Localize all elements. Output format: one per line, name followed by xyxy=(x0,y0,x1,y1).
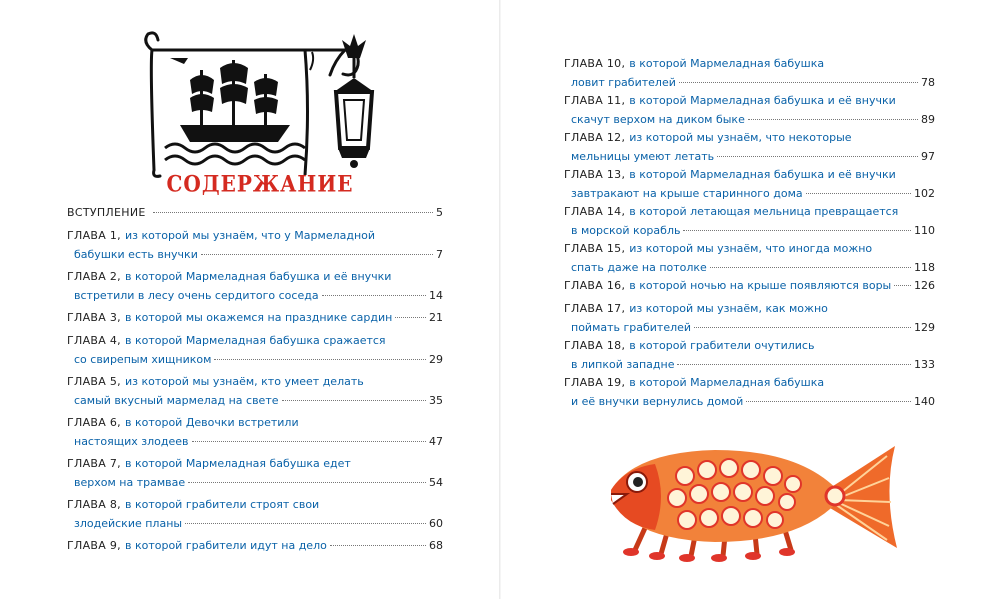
toc-entry-label: ГЛАВА 4, xyxy=(67,334,121,347)
toc-page-number: 126 xyxy=(914,279,935,292)
toc-entry[interactable] xyxy=(564,302,935,335)
toc-page-number: 102 xyxy=(914,187,935,200)
toc-entry-line xyxy=(67,457,443,471)
toc-entry-label: ГЛАВА 16, xyxy=(564,279,626,292)
toc-entry-label: ГЛАВА 9, xyxy=(67,539,121,552)
toc-entry-text: мельницы умеют летать xyxy=(571,150,715,163)
toc-entry-label: ГЛАВА 6, xyxy=(67,416,121,429)
toc-entry-text: в которой грабители очутились xyxy=(629,339,815,352)
dot-leader xyxy=(153,212,433,213)
toc-page-number: 29 xyxy=(429,353,443,366)
toc-entry-text: бабушки есть внучки xyxy=(74,248,198,261)
toc-entry-line xyxy=(67,206,443,220)
toc-entry-label: ГЛАВА 7, xyxy=(67,457,121,470)
toc-entry[interactable] xyxy=(67,539,443,553)
toc-entry-text: из которой мы узнаём, что некоторые xyxy=(629,131,852,144)
toc-entry-text: и её внучки вернулись домой xyxy=(571,395,744,408)
toc-entry-text: в которой Мармеладная бабушка едет xyxy=(124,457,351,470)
toc-page-number: 21 xyxy=(429,311,443,324)
toc-entry-label: ГЛАВА 2, xyxy=(67,270,121,283)
toc-entry-line xyxy=(67,416,443,430)
toc-entry[interactable] xyxy=(67,375,443,408)
toc-entry[interactable] xyxy=(67,311,443,325)
dot-leader xyxy=(683,230,911,231)
toc-entry-text: встретили в лесу очень сердитого соседа xyxy=(74,289,319,302)
toc-entry-line xyxy=(564,339,935,353)
toc-entry-label: ГЛАВА 5, xyxy=(67,375,121,388)
toc-entry-line xyxy=(564,242,935,256)
dot-leader xyxy=(806,193,911,194)
toc-entry-line xyxy=(67,539,443,553)
toc-entry-text: в которой грабители строят свои xyxy=(124,498,320,511)
toc-title: СОДЕРЖАНИЕ xyxy=(166,170,354,198)
toc-entry-line xyxy=(67,394,443,408)
toc-entry[interactable] xyxy=(67,498,443,531)
toc-entry-text: в которой Мармеладная бабушка xyxy=(629,57,825,70)
ship-sign-lantern-illustration xyxy=(140,30,390,180)
toc-entry[interactable] xyxy=(564,376,935,409)
toc-page-number: 140 xyxy=(914,395,935,408)
toc-page-number: 78 xyxy=(921,76,935,89)
toc-entry[interactable] xyxy=(67,229,443,262)
dot-leader xyxy=(322,295,426,296)
dot-leader xyxy=(746,401,911,402)
toc-entry-line xyxy=(564,395,935,409)
toc-entry-text: из которой мы узнаём, что иногда можно xyxy=(629,242,873,255)
toc-entry-text: в которой мы окажемся на празднике сардин xyxy=(124,311,393,324)
dot-leader xyxy=(188,482,426,483)
toc-page-number: 5 xyxy=(436,206,443,219)
toc-entry-text: в которой Девочки встретили xyxy=(124,416,299,429)
toc-entry-text: в которой Мармеладная бабушка и её внучки xyxy=(629,94,896,107)
toc-entry-line xyxy=(564,205,935,219)
toc-entry-text: в которой Мармеладная бабушка сражается xyxy=(124,334,386,347)
dot-leader xyxy=(748,119,918,120)
toc-page-number: 7 xyxy=(436,248,443,261)
toc-page-number: 97 xyxy=(921,150,935,163)
toc-entry-line xyxy=(67,248,443,262)
toc-entry[interactable] xyxy=(67,206,443,220)
dot-leader xyxy=(677,364,911,365)
toc-page-number: 133 xyxy=(914,358,935,371)
toc-entry-line xyxy=(564,168,935,182)
toc-entry-label: ГЛАВА 11, xyxy=(564,94,626,107)
toc-entry-label: ГЛАВА 13, xyxy=(564,168,626,181)
toc-entry-label: ГЛАВА 12, xyxy=(564,131,626,144)
toc-page-number: 118 xyxy=(914,261,935,274)
toc-entry-label: ГЛАВА 1, xyxy=(67,229,121,242)
toc-entry-line xyxy=(67,334,443,348)
toc-entry-line xyxy=(564,57,935,71)
toc-page-number: 47 xyxy=(429,435,443,448)
toc-entry-line xyxy=(67,311,443,325)
toc-entry-label: ВСТУПЛЕНИЕ xyxy=(67,206,146,219)
toc-entry-line xyxy=(564,376,935,390)
toc-entry-line xyxy=(564,76,935,90)
toc-entry-line xyxy=(564,94,935,108)
toc-entry-line xyxy=(564,321,935,335)
toc-page-number: 60 xyxy=(429,517,443,530)
toc-entry-label: ГЛАВА 14, xyxy=(564,205,626,218)
toc-entry-text: в которой Мармеладная бабушка и её внучки xyxy=(629,168,896,181)
toc-entry-label: ГЛАВА 19, xyxy=(564,376,626,389)
toc-page-number: 89 xyxy=(921,113,935,126)
dot-leader xyxy=(710,267,911,268)
toc-entry-text: со свирепым хищником xyxy=(74,353,212,366)
toc-entry[interactable] xyxy=(564,94,935,127)
toc-entry-text: из которой мы узнаём, что у Мармеладной xyxy=(124,229,376,242)
toc-entry-text: в которой Мармеладная бабушка xyxy=(629,376,825,389)
toc-entry-label: ГЛАВА 8, xyxy=(67,498,121,511)
toc-entry-line xyxy=(67,229,443,243)
toc-entry[interactable] xyxy=(564,339,935,372)
toc-entry-label: ГЛАВА 3, xyxy=(67,311,121,324)
toc-entry-line xyxy=(67,375,443,389)
toc-page-number: 54 xyxy=(429,476,443,489)
dot-leader xyxy=(694,327,911,328)
toc-entry[interactable] xyxy=(67,334,443,367)
toc-entry-text: в липкой западне xyxy=(571,358,675,371)
toc-entry[interactable] xyxy=(564,205,935,238)
toc-entry-label: ГЛАВА 18, xyxy=(564,339,626,352)
toc-entry-text: спать даже на потолке xyxy=(571,261,707,274)
dot-leader xyxy=(282,400,427,401)
toc-entry-text: в которой Мармеладная бабушка и её внучки xyxy=(124,270,392,283)
toc-entry-label: ГЛАВА 17, xyxy=(564,302,626,315)
toc-entry-line xyxy=(67,517,443,531)
toc-entry-text: ловит грабителей xyxy=(571,76,676,89)
toc-entry-text: верхом на трамвае xyxy=(74,476,186,489)
dot-leader xyxy=(185,523,426,524)
toc-entry-text: в которой ночью на крыше появляются воры xyxy=(629,279,892,292)
toc-entry-line xyxy=(564,187,935,201)
toc-entry-line xyxy=(564,261,935,275)
toc-entry-line xyxy=(67,435,443,449)
toc-entry[interactable] xyxy=(564,57,935,90)
toc-entry-text: поймать грабителей xyxy=(571,321,692,334)
toc-entry-text: скачут верхом на диком быке xyxy=(571,113,745,126)
toc-entry[interactable] xyxy=(564,168,935,201)
toc-entry-text: в которой летающая мельница превращается xyxy=(629,205,899,218)
page-divider xyxy=(499,0,501,599)
toc-page-number: 35 xyxy=(429,394,443,407)
toc-entry-line xyxy=(67,476,443,490)
toc-entry-text: в которой грабители идут на дело xyxy=(124,539,327,552)
toc-entry-line xyxy=(564,358,935,372)
dot-leader xyxy=(192,441,427,442)
toc-entry-line xyxy=(564,113,935,127)
orange-fish-illustration xyxy=(605,438,905,568)
toc-entry-label: ГЛАВА 10, xyxy=(564,57,626,70)
toc-entry-line xyxy=(564,224,935,238)
toc-entry-label: ГЛАВА 15, xyxy=(564,242,626,255)
toc-entry-text: злодейские планы xyxy=(74,517,183,530)
toc-entry[interactable] xyxy=(67,457,443,490)
toc-entry-text: настоящих злодеев xyxy=(74,435,189,448)
toc-entry[interactable] xyxy=(67,416,443,449)
toc-entry-line xyxy=(67,289,443,303)
toc-entry-line xyxy=(564,302,935,316)
dot-leader xyxy=(330,545,426,546)
dot-leader xyxy=(201,254,433,255)
dot-leader xyxy=(894,285,911,286)
toc-entry-line xyxy=(67,353,443,367)
dot-leader xyxy=(395,317,426,318)
toc-entry[interactable] xyxy=(564,131,935,164)
toc-entry-text: из которой мы узнаём, кто умеет делать xyxy=(124,375,364,388)
toc-entry-text: завтракают на крыше старинного дома xyxy=(571,187,803,200)
dot-leader xyxy=(679,82,918,83)
toc-entry-line xyxy=(67,498,443,512)
toc-page-number: 110 xyxy=(914,224,935,237)
toc-entry-line xyxy=(67,270,443,284)
toc-page-number: 129 xyxy=(914,321,935,334)
dot-leader xyxy=(214,359,426,360)
toc-page-number: 68 xyxy=(429,539,443,552)
toc-entry-line xyxy=(564,131,935,145)
toc-entry[interactable] xyxy=(564,242,935,275)
toc-entry[interactable] xyxy=(67,270,443,303)
toc-entry-text: самый вкусный мармелад на свете xyxy=(74,394,279,407)
toc-entry-text: в морской корабль xyxy=(571,224,681,237)
toc-entry-text: из которой мы узнаём, как можно xyxy=(629,302,828,315)
toc-entry[interactable] xyxy=(564,279,935,293)
toc-entry-line xyxy=(564,279,935,293)
toc-entry-line xyxy=(564,150,935,164)
toc-page-number: 14 xyxy=(429,289,443,302)
dot-leader xyxy=(717,156,918,157)
